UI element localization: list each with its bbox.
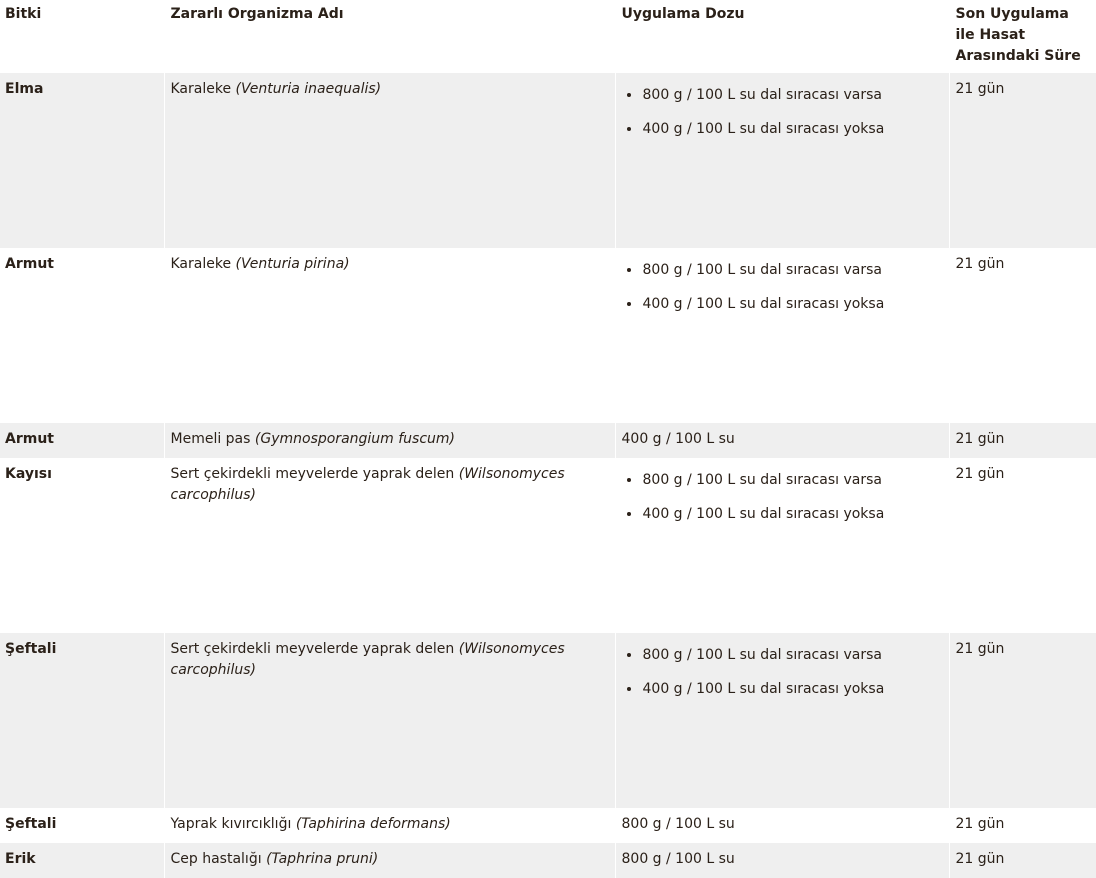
cell-interval: 21 gün: [949, 73, 1096, 248]
cell-organism: [164, 423, 615, 458]
cell-organism: [164, 458, 615, 633]
organism-name: Memeli pas: [170, 431, 251, 447]
table-row: [0, 248, 1096, 423]
cell-dose: [615, 73, 949, 248]
scientific-name: (Taphrina pruni): [266, 851, 379, 867]
dose-list-item: • 800 g / 100 L su dal sıracası varsa: [642, 470, 943, 491]
cell-interval: 21 gün: [949, 633, 1096, 808]
organism-name: Karaleke: [170, 256, 232, 272]
cell-interval: 21 gün: [949, 423, 1096, 458]
table-row: [0, 808, 1096, 843]
header-organism: Zararlı Organizma Adı: [164, 0, 615, 73]
cell-plant: Armut: [0, 423, 164, 458]
organism-name: Sert çekirdekli meyvelerde yaprak delen: [170, 641, 455, 657]
table-header-row: [0, 0, 1096, 73]
cell-organism: [164, 73, 615, 248]
cell-interval: 21 gün: [949, 458, 1096, 633]
cell-organism: [164, 808, 615, 843]
cell-plant: Erik: [0, 843, 164, 878]
dose-list: [622, 85, 943, 140]
dose-list-item: • 800 g / 100 L su dal sıracası varsa: [642, 260, 943, 281]
table-row: [0, 843, 1096, 878]
cell-organism: [164, 248, 615, 423]
cell-dose: 800 g / 100 L su: [615, 808, 949, 843]
header-interval: Son Uygulama ile Hasat Arasındaki Süre: [949, 0, 1096, 73]
organism-name: Karaleke: [170, 81, 232, 97]
dose-list: [622, 260, 943, 315]
dose-list: [622, 470, 943, 525]
cell-dose: 400 g / 100 L su: [615, 423, 949, 458]
cell-plant: Şeftali: [0, 633, 164, 808]
cell-plant: Kayısı: [5, 466, 52, 482]
scientific-name: (Wilsonomyces carcophilus): [170, 466, 565, 503]
cell-dose: [615, 633, 949, 808]
cell-organism: [164, 633, 615, 808]
cell-plant: Şeftali: [5, 816, 57, 832]
dose-list-item: • 400 g / 100 L su dal sıracası yoksa: [642, 119, 943, 140]
organism-name: Yaprak kıvırcıklığı: [170, 816, 292, 832]
table-row: [0, 458, 1096, 633]
cell-organism: [164, 843, 615, 878]
cell-dose: [615, 458, 949, 633]
cell-plant: Elma: [0, 73, 164, 248]
organism-name: Cep hastalığı: [170, 851, 262, 867]
cell-interval: 21 gün: [949, 248, 1096, 423]
dose-list-item: • 400 g / 100 L su dal sıracası yoksa: [642, 504, 943, 525]
header-plant: Bitki: [5, 6, 42, 22]
dose-list-item: • 400 g / 100 L su dal sıracası yoksa: [642, 679, 943, 700]
table-row: [0, 423, 1096, 458]
cell-dose: 800 g / 100 L su: [615, 843, 949, 878]
scientific-name: (Gymnosporangium fuscum): [254, 431, 456, 447]
table-row: [0, 73, 1096, 248]
scientific-name: (Venturia pirina): [235, 256, 350, 272]
header-dose: Uygulama Dozu: [615, 0, 949, 73]
cell-dose: [615, 248, 949, 423]
scientific-name: (Taphirina deformans): [295, 816, 451, 832]
dose-list: [622, 645, 943, 700]
scientific-name: (Wilsonomyces carcophilus): [170, 641, 565, 678]
table-row: [0, 633, 1096, 808]
cell-interval: 21 gün: [949, 808, 1096, 843]
dose-list-item: • 800 g / 100 L su dal sıracası varsa: [642, 645, 943, 666]
organism-name: Sert çekirdekli meyvelerde yaprak delen: [170, 466, 455, 482]
dose-list-item: • 400 g / 100 L su dal sıracası yoksa: [642, 294, 943, 315]
cell-interval: 21 gün: [949, 843, 1096, 878]
dose-list-item: • 800 g / 100 L su dal sıracası varsa: [642, 85, 943, 106]
cell-plant: Armut: [5, 256, 54, 272]
scientific-name: (Venturia inaequalis): [235, 81, 382, 97]
